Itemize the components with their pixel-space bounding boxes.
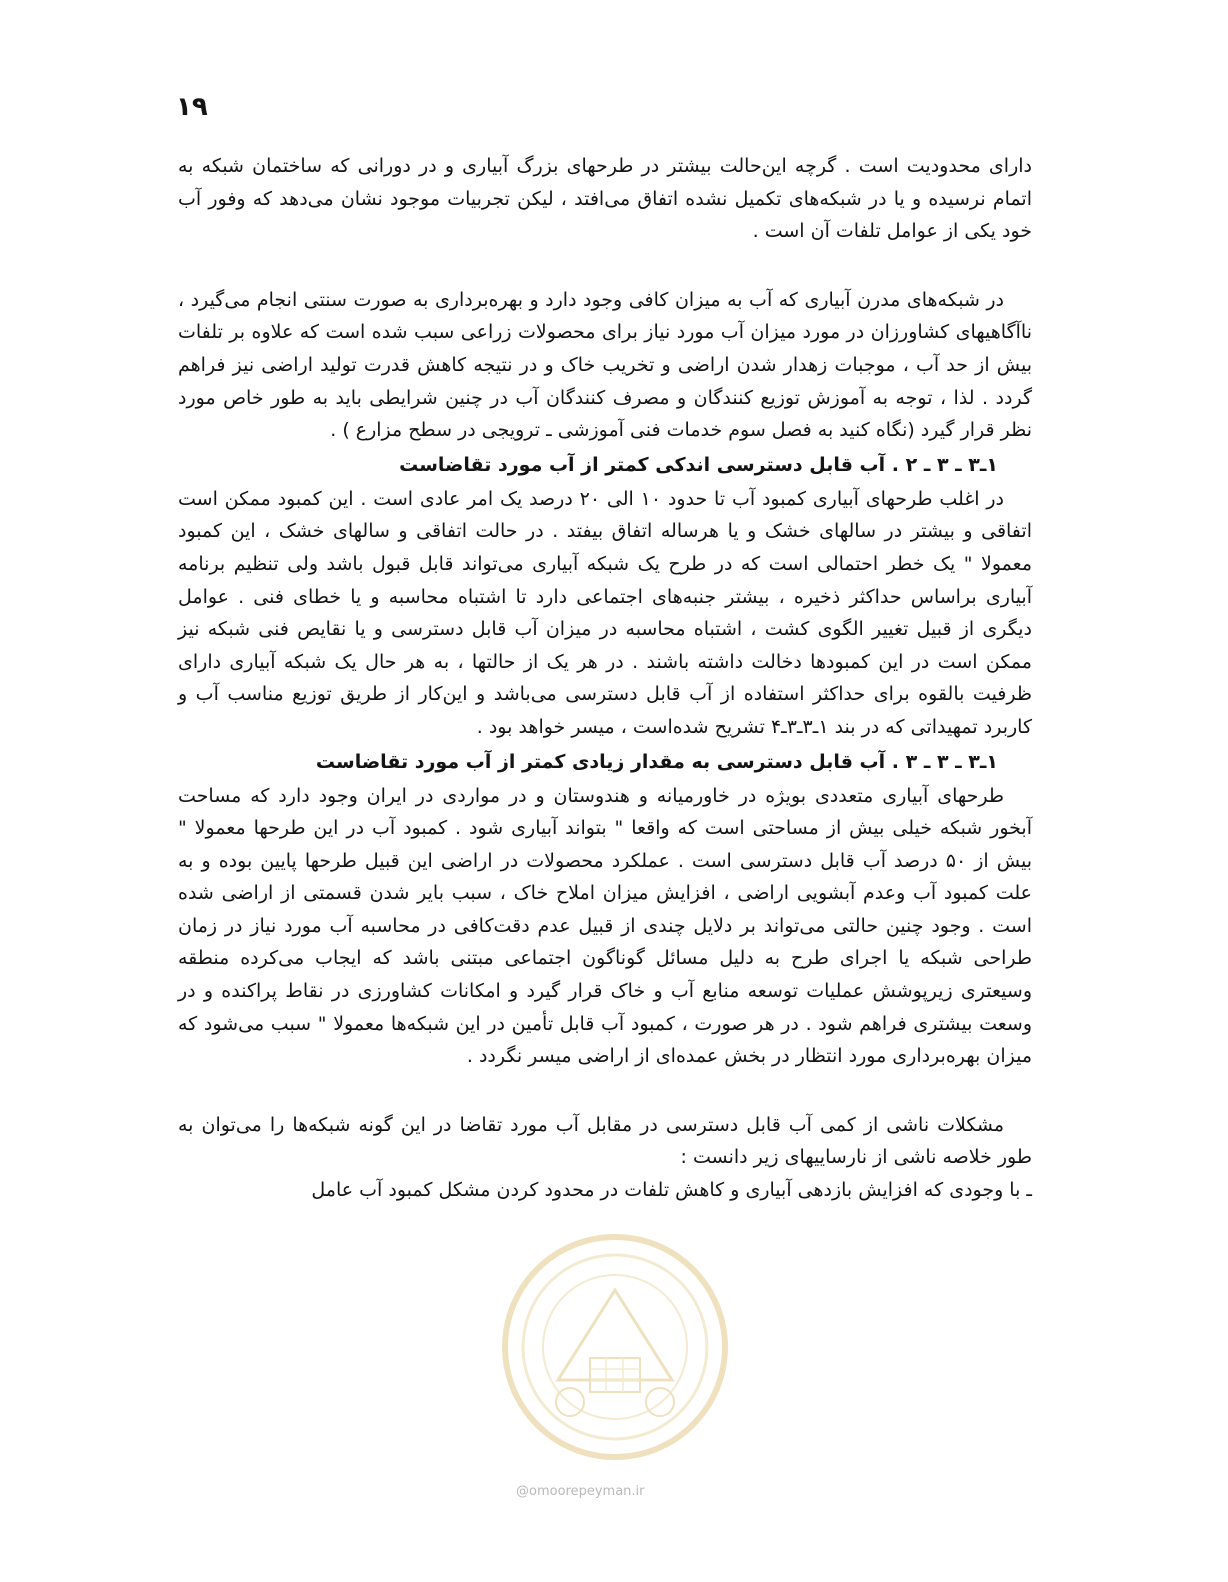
paragraph-modern-networks: در شبکه‌های مدرن آبیاری که آب به میزان کافی وجود دارد و بهره‌برداری به صورت سنتی انجام می‌گیرد ، ناآگاهیهای کشاورزان در مورد میزان آب مورد نیاز برای محصولات زراعی سبب شده است که علاوه بر تلفات بیش از حد آب ، موجبات زهدار شدن اراضی و تخریب خاک و در نتیجه کاهش قدرت تولید اراضی نیز فراهم گردد . لذا ، توجه به آموزش توزیع کنندگان و مصرف کنندگان آب در چنین شرایطی باید به طور خاص مورد نظر قرار گیرد (نگاه کنید به فصل سوم خدمات فنی آموزشی ـ ترویجی در سطح مزارع ) . — [178, 288, 1032, 442]
watermark-seal — [498, 1230, 732, 1464]
section-heading-1-3-3-2: ۱ـ۳ ـ ۳ ـ ۲ . آب قابل دسترسی اندکی کمتر از آب مورد تقاضاست — [399, 453, 998, 476]
paragraph-bullet-start: ـ با وجودی که افزایش بازدهی آبیاری و کاهش تلفات در محدود کردن مشکل کمبود آب عامل — [311, 1179, 1032, 1202]
paragraph-large-shortage: طرحهای آبیاری متعددی بویژه در خاورمیانه و هندوستان و در مواردی در ایران وجود دارد که مساحت آبخور شبکه خیلی بیش از مساحتی است که واقعا " بتواند آبیاری شود . کمبود آب در این طرحها معمولا " بیش از ۵۰ درصد آب قابل دسترسی است . عملکرد محصولات در اراضی این قبیل طرحها پایین بوده و به علت کمبود آب وعدم آبشویی اراضی ، افزایش میزان املاح خاک ، سبب بایر شدن قسمتی از اراضی شده است . وجود چنین حالتی می‌تواند بر دلایل چندی از قبیل عدم دقت‌کافی در محاسبه آب مورد نیاز در زمان طراحی شبکه یا اجرای طرح به دلیل مسائل گوناگون اجتماعی مبتنی باشد که ایجاب می‌کرده منطقه وسیعتری زیرپوشش عملیات توسعه منابع آب و خاک قرار گیرد و امکانات کشاورزی در نقاط پراکنده و در وسعت بیشتری فراهم شود . در هر صورت ، کمبود آب قابل تأمین در این شبکه‌ها معمولا " سبب می‌شود که میزان بهره‌برداری مورد انتظار در بخش عمده‌ای از اراضی میسر نگردد . — [178, 784, 1032, 1068]
section-heading-1-3-3-3: ۱ـ۳ ـ ۳ ـ ۳ . آب قابل دسترسی به مقدار زیادی کمتر از آب مورد تقاضاست — [315, 750, 998, 773]
paragraph-continuation: دارای محدودیت است . گرچه این‌حالت بیشتر در طرحهای بزرگ آبیاری و در دورانی که ساختمان شبکه به اتمام نرسیده و یا در شبکه‌های تکمیل نشده اتفاق می‌افتد ، لیکن تجربیات موجود نشان می‌دهد که وفور آب خود یکی از عوامل تلفات آن است . — [178, 155, 1032, 243]
paragraph-problems-intro: مشکلات ناشی از کمی آب قابل دسترسی در مقابل آب مورد تقاضا در این گونه شبکه‌ها را می‌توان به طور خلاصه ناشی از نارساییهای زیر دانست : — [178, 1113, 1032, 1169]
page-number: ۱۹ — [176, 92, 208, 122]
watermark-url: @omoorepeyman.ir — [516, 1484, 645, 1499]
page-body — [178, 150, 1032, 1207]
paragraph-slight-shortage: در اغلب طرحهای آبیاری کمبود آب تا حدود ۱۰ الی ۲۰ درصد یک امر عادی است . این کمبود ممکن است اتفاقی و بیشتر در سالهای خشک و یا هرساله اتفاق بیفتد . در حالت اتفاقی و سالهای خشک ، این کمبود معمولا " یک خطر احتمالی است که در طرح یک شبکه آبیاری می‌تواند قابل قبول باشد ولی تنظیم برنامه آبیاری براساس حداکثر ذخیره ، بیشتر جنبه‌های اجتماعی دارد تا اشتباه محاسبه و یا خطای فنی . عوامل دیگری از قبیل تغییر الگوی کشت ، اشتباه محاسبه در میزان آب قابل دسترسی و یا نقایص فنی شبکه نیز ممکن است در این کمبودها دخالت داشته باشند . در هر یک از حالتها ، به هر حال یک شبکه آبیاری دارای ظرفیت بالقوه برای حداکثر استفاده از آب قابل دسترسی می‌باشد و این‌کار از طریق توزیع مناسب آب و کاربرد تمهیداتی که در بند ۱ـ۳ـ۳ـ۴ تشریح شده‌است ، میسر خواهد بود . — [178, 487, 1032, 738]
